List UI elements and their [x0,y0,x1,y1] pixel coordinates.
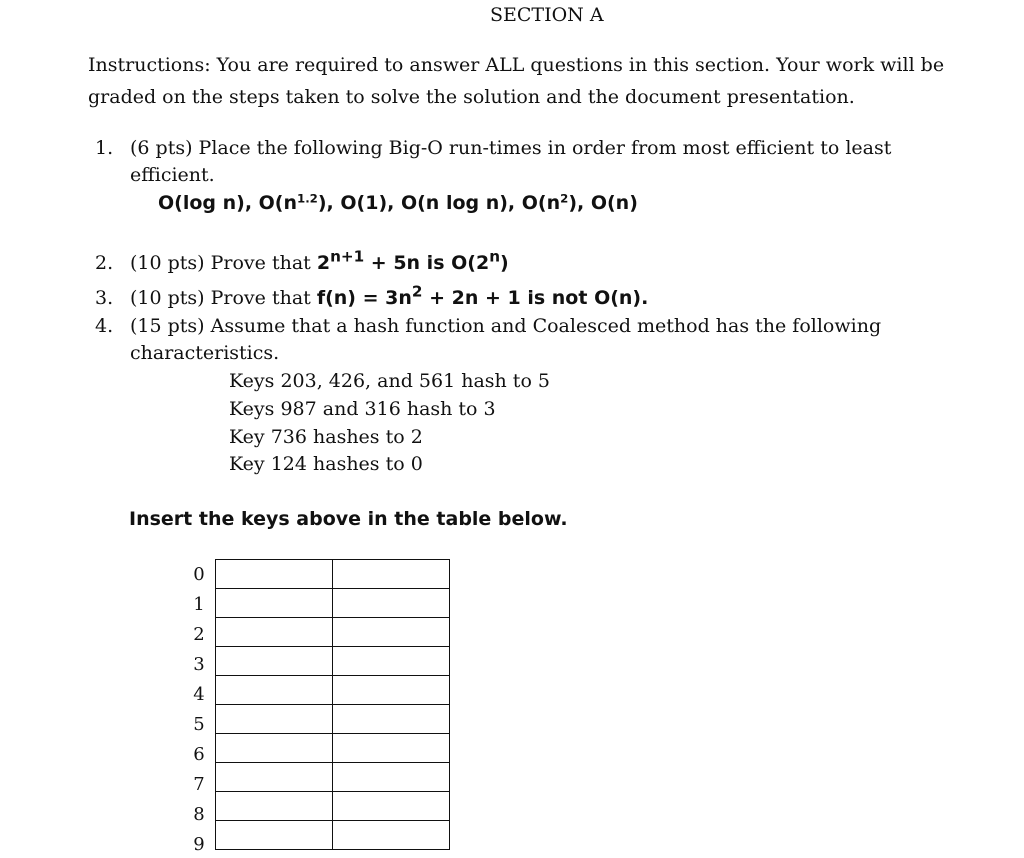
hash-table-key-cell[interactable] [216,792,333,821]
q2-end: ) [500,252,509,274]
hash-table-row [216,821,450,850]
hash-table-key-cell[interactable] [216,560,333,589]
hash-table-row [216,763,450,792]
q3-number: 3. [95,287,114,309]
hash-table-key-cell[interactable] [216,647,333,676]
q2-middle: + 5n is O(2 [364,252,490,274]
q1-number: 1. [95,137,114,159]
hash-table-link-cell[interactable] [333,618,450,647]
hash-table-key-cell[interactable] [216,821,333,850]
q2-exponent-2: n [489,247,500,266]
q1-text-line-2: efficient. [130,164,215,186]
q4-number: 4. [95,315,114,337]
hash-table-link-cell[interactable] [333,589,450,618]
hash-table-key-cell[interactable] [216,705,333,734]
hash-index-label: 8 [193,804,205,825]
q3-text [130,282,649,309]
hash-index-label: 3 [193,654,205,675]
hash-table-key-cell[interactable] [216,589,333,618]
hash-index-label: 0 [193,564,205,585]
hash-table-link-cell[interactable] [333,734,450,763]
q1-runtimes-part-c: ), O(n) [568,192,638,214]
q4-text-line-2: characteristics. [130,342,280,364]
hash-table-link-cell[interactable] [333,821,450,850]
hash-index-label: 6 [193,744,205,765]
hash-table-link-cell[interactable] [333,676,450,705]
q1-runtimes-part-a: O(log n), O(n [158,192,298,214]
hash-index-label: 1 [193,594,205,615]
q1-runtimes-part-b: ), O(1), O(n log n), O(n [317,192,561,214]
hash-table-link-cell[interactable] [333,705,450,734]
instructions-line-2: graded on the steps taken to solve the solution and the document presentation. [88,86,855,108]
q2-text [130,247,509,274]
q3-expr-1: f(n) = 3n [316,287,412,309]
q1-runtimes-exp-a: 1.2 [297,191,318,206]
hash-index-label: 5 [193,714,205,735]
hash-table-row [216,647,450,676]
insert-instruction: Insert the keys above in the table below. [129,508,568,530]
q1-runtimes-exp-b: 2 [560,191,569,206]
q2-number: 2. [95,252,114,274]
instructions-line-1: Instructions: You are required to answer ALL questions in this section. Your work will be [88,54,945,76]
q2-prefix: (10 pts) Prove that [130,252,317,274]
hash-table-key-cell[interactable] [216,676,333,705]
hash-table [215,559,450,850]
hash-table-row [216,734,450,763]
hash-index-label: 9 [193,834,205,855]
hash-table-row [216,676,450,705]
q4-key-line: Keys 987 and 316 hash to 3 [229,398,496,420]
q4-key-line: Key 124 hashes to 0 [229,453,423,475]
hash-table-link-cell[interactable] [333,560,450,589]
q3-expr-2: + 2n + 1 is not O(n). [422,287,649,309]
section-title: SECTION A [490,4,604,26]
q4-key-line: Keys 203, 426, and 561 hash to 5 [229,370,551,392]
q2-exponent: n+1 [330,247,365,266]
hash-table-link-cell[interactable] [333,792,450,821]
hash-table-key-cell[interactable] [216,618,333,647]
hash-index-label: 2 [193,624,205,645]
hash-table-key-cell[interactable] [216,763,333,792]
hash-table-key-cell[interactable] [216,734,333,763]
hash-index-label: 7 [193,774,205,795]
hash-table-link-cell[interactable] [333,647,450,676]
hash-table-row [216,705,450,734]
q1-runtimes [158,192,638,214]
hash-table-row [216,618,450,647]
hash-table-link-cell[interactable] [333,763,450,792]
hash-table-row [216,560,450,589]
q1-text-line-1: (6 pts) Place the following Big-O run-times in order from most efficient to least [130,137,892,159]
q2-base: 2 [316,252,331,274]
q3-exponent: 2 [411,282,423,301]
q3-prefix: (10 pts) Prove that [130,287,317,309]
hash-table-row [216,792,450,821]
hash-index-label: 4 [193,684,205,705]
q4-text-line-1: (15 pts) Assume that a hash function and Coalesced method has the following [130,315,882,337]
hash-table-row [216,589,450,618]
q4-key-line: Key 736 hashes to 2 [229,426,423,448]
